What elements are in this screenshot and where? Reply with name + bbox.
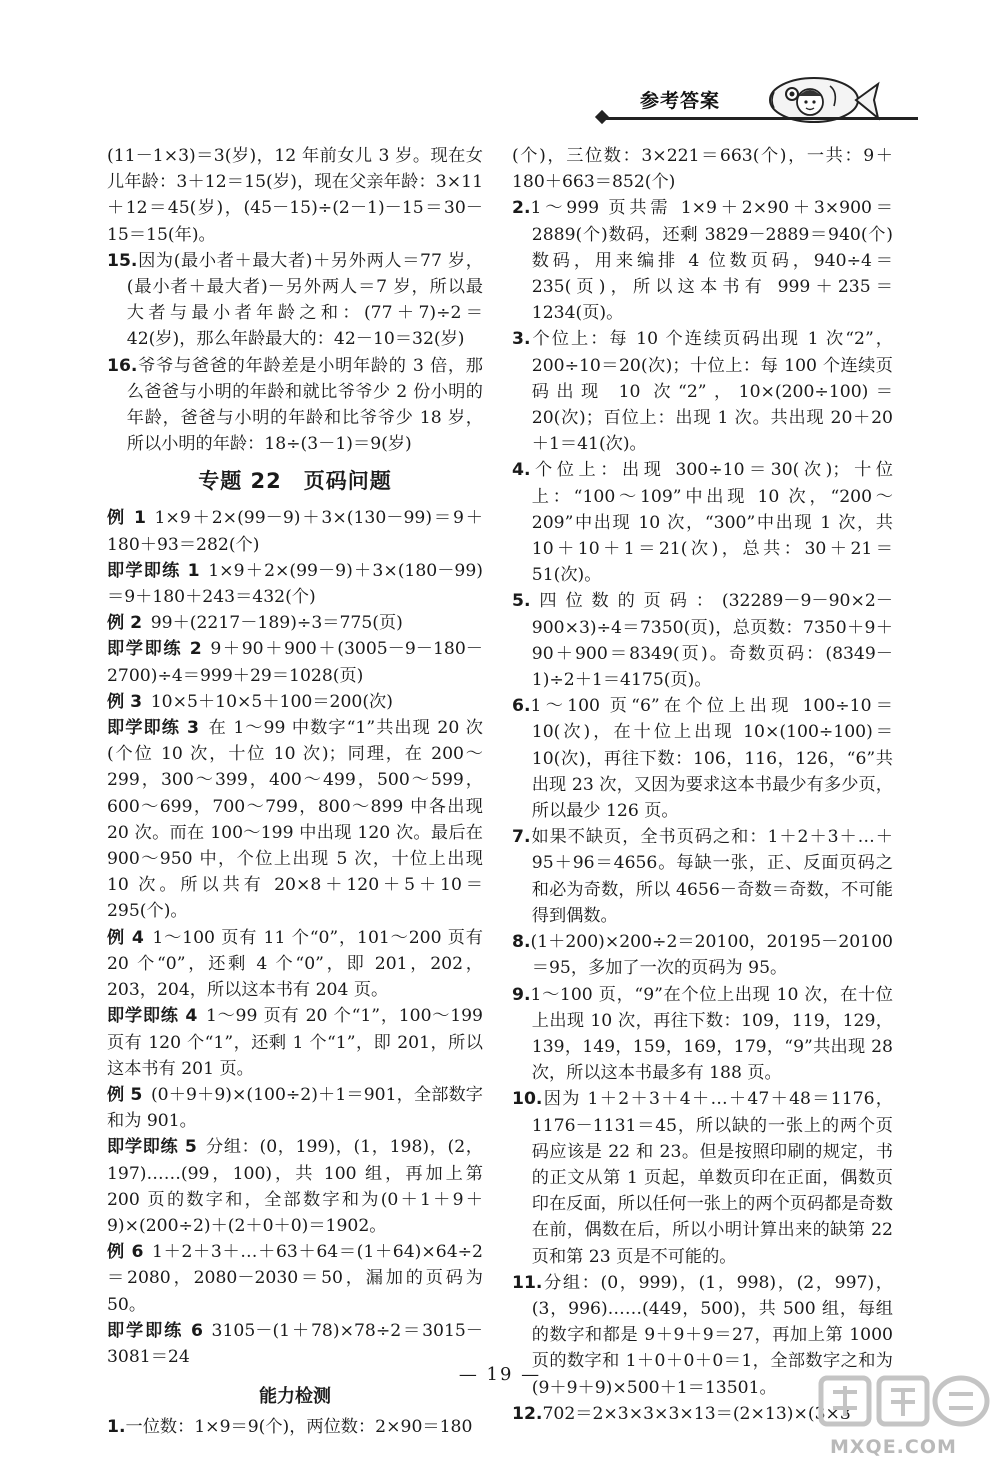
example-label: 例 1: [107, 508, 146, 529]
practice-text: 分组：(0，199)，(1，198)，(2，197)……(99，100)，共 100 组，再加上第 200 页的数字和，全部数字和为(0＋1＋9＋9)×(200÷2)＋(2＋0＋0)＝1902。: [107, 1137, 483, 1236]
practice-label: 即学即练 4: [107, 1006, 198, 1027]
answer-4: [512, 457, 893, 588]
answer-text: 1～100 页，“9”在个位上出现 10 次，在十位上出现 10 次，再往下数：109，119，129，139，149，159，169，179，“9”共出现 28 次，所以这本书最多有 188 页。: [530, 984, 893, 1084]
example-text: 1＋2＋3＋…＋63＋64＝(1＋64)×64÷2＝2080，2080－2030＝50，漏加的页码为 50。: [107, 1242, 483, 1315]
practice-label: 即学即练 3: [107, 718, 199, 739]
example-3: [107, 689, 483, 715]
answer-text: 如果不缺页，全书页码之和：1＋2＋3＋…＋95＋96＝4656。每缺一张，正、反面页码之和必为奇数，所以 4656－奇数＝奇数，不可能得到偶数。: [530, 827, 893, 926]
practice-label: 即学即练 6: [107, 1320, 203, 1341]
practice-label: 即学即练 5: [107, 1137, 197, 1158]
practice-text: 在 1～99 中数字“1”共出现 20 次(个位 10 次，十位 10 次)；同理，在 200～299，300～399，400～499，500～599，600～699，700～799，800～899 中各出现 20 次。而在 100～199 中出现 120 次。最后在 900～950 中，个位上出现 5 次，十位上出现 10 次。所以共有 20×8＋120＋5＋10＝295(个)。: [107, 718, 483, 922]
answer-number: 1.: [107, 1417, 126, 1438]
section-title: 专题 22 页码问题: [198, 469, 392, 494]
practice-6: [107, 1318, 483, 1370]
answer-6: [512, 693, 893, 824]
answer-text: 个位上：出现 300÷10＝30(次)；十位上：“100～109”中出现 10 次，“200～209”中出现 10 次，“300”中出现 1 次，共 10＋10＋1＝21(次)，总共：30＋21＝51(次)。: [530, 460, 893, 586]
page-number: — 19 —: [458, 1364, 542, 1385]
header-rule: [600, 117, 918, 120]
answer-number: 2.: [512, 198, 531, 219]
practice-text: 1～99 页有 20 个“1”，100～199 页有 120 个“1”，还剩 1 个“1”，即 201，所以这本书有 201 页。: [107, 1006, 483, 1079]
answer-text: 一位数：1×9＝9(个)，两位数：2×90＝180: [125, 1417, 473, 1438]
answer-1: [107, 1414, 483, 1440]
example-label: 例 5: [107, 1084, 143, 1105]
answer-number: 9.: [512, 984, 531, 1005]
answer-number: 4.: [512, 460, 531, 481]
practice-label: 即学即练 1: [107, 560, 200, 581]
fish-boy-mascot-icon: [752, 62, 882, 132]
answer-number: 10.: [512, 1089, 543, 1110]
answer-5: [512, 588, 893, 693]
answer-15: [107, 248, 483, 353]
answer-text: (1＋200)×200÷2＝20100，20195－20100＝95，多加了一次的页码为 95。: [530, 932, 893, 979]
answer-number: 5.: [512, 591, 531, 612]
example-4: [107, 925, 483, 1004]
answer-text: 702＝2×3×3×3×13＝(2×13)×(3×3: [542, 1403, 851, 1424]
example-1: [107, 505, 483, 557]
example-text: (0＋9＋9)×(100÷2)＋1＝901，全部数字和为 901。: [107, 1084, 483, 1132]
example-text: 99＋(2217－189)÷3＝775(页): [150, 613, 403, 634]
practice-text: 3105－(1＋78)×78÷2＝3015－3081＝24: [107, 1320, 483, 1367]
answer-number: 12.: [512, 1403, 543, 1424]
practice-text: 1×9＋2×(99－9)＋3×(180－99)＝9＋180＋243＝432(个): [107, 560, 483, 608]
answer-number: 11.: [512, 1272, 543, 1293]
continued-answer: (个)，三位数：3×221＝663(个)，一共：9＋180＋663＝852(个): [512, 146, 893, 193]
header-title: 参考答案: [640, 90, 721, 112]
answer-number: 6.: [512, 696, 531, 717]
example-6: [107, 1239, 483, 1318]
answer-number: 16.: [107, 355, 138, 376]
answer-10: [512, 1086, 893, 1269]
subsection-title: 能力检测: [259, 1386, 331, 1408]
example-5: [107, 1082, 483, 1134]
practice-1: [107, 558, 483, 610]
answer-text: 四位数的页码：(32289－9－90×2－900×3)÷4＝7350(页)，总页数：7350＋9＋90＋900＝8349(页)。奇数页码：(8349－1)÷2＋1＝4175(页)。: [530, 591, 893, 691]
practice-5: [107, 1134, 483, 1239]
watermark-text: MXQE.COM: [830, 1436, 957, 1458]
answer-number: 3.: [512, 329, 531, 350]
answer-text: 1～100 页“6”在个位上出现 100÷10＝10(次)，在十位上出现 10×(100÷100)＝10(次)，再往下数：106，116，126，“6”共出现 23 次，又因为要求这本书最少有多少页，所以最少 126 页。: [530, 696, 893, 822]
practice-label: 即学即练 2: [107, 639, 202, 660]
answer-text: 个位上：每 10 个连续页码出现 1 次“2”，200÷10＝20(次)；十位上：每 100 个连续页码出现 10 次“2”，10×(200÷100)＝20(次)；百位上：出现 1 次。共出现 20＋20＋1＝41(次)。: [530, 329, 893, 455]
answer-text: 因为(最小者＋最大者)＋另外两人＝77 岁，(最小者＋最大者)－另外两人＝7 岁，所以最大者与最小者年龄之和：(77＋7)÷2＝42(岁)，那么年龄最大的：42－10＝32(岁): [126, 250, 483, 350]
page-header: [0, 0, 1000, 140]
example-2: [107, 610, 483, 636]
example-label: 例 4: [107, 927, 144, 948]
answer-number: 8.: [512, 932, 531, 953]
answer-number: 15.: [107, 250, 138, 271]
example-label: 例 6: [107, 1242, 144, 1263]
practice-2: [107, 636, 483, 688]
answer-9: [512, 982, 893, 1087]
right-column: [512, 143, 893, 1427]
example-label: 例 3: [107, 691, 143, 712]
answer-2: [512, 195, 893, 326]
answer-16: [107, 353, 483, 458]
answer-number: 7.: [512, 827, 531, 848]
example-text: 1～100 页有 11 个“0”，101～200 页有 20 个“0”，还剩 4 个“0”，即 201，202，203，204，所以这本书有 204 页。: [107, 927, 483, 1001]
left-column: [107, 143, 483, 1440]
answer-text: 1～999 页共需 1×9＋2×90＋3×900＝2889(个)数码，还剩 3829－2889＝940(个)数码，用来编排 4 位数页码，940÷4＝235(页)，所以这本书有 999＋235＝1234(页)。: [530, 198, 893, 324]
answer-3: [512, 326, 893, 457]
example-text: 10×5＋10×5＋100＝200(次): [150, 691, 393, 712]
answer-7: [512, 824, 893, 929]
answer-text: 分组：(0，999)，(1，998)，(2，997)，(3，996)……(449，500)，共 500 组，每组的数字和都是 9＋9＋9＝27，再加上第 1000 页的数字和 1＋0＋0＋0＝1，全部数字之和为(9＋9＋9)×500＋1＝13501。: [531, 1272, 893, 1398]
example-label: 例 2: [107, 613, 143, 634]
practice-3: [107, 715, 483, 925]
practice-4: [107, 1003, 483, 1082]
practice-text: 9＋90＋900＋(3005－9－180－2700)÷4＝999＋29＝1028(页): [107, 639, 483, 686]
answer-8: [512, 929, 893, 981]
continued-answer: (11－1×3)＝3(岁)，12 年前女儿 3 岁。现在女儿年龄：3＋12＝15(岁)，现在父亲年龄：3×11＋12＝45(岁)，(45－15)÷(2－1)－15＝30－15＝15(年)。: [107, 146, 483, 245]
example-text: 1×9＋2×(99－9)＋3×(130－99)＝9＋180＋93＝282(个): [107, 508, 483, 555]
answer-text: 因为 1＋2＋3＋4＋…＋47＋48＝1176，1176－1131＝45，所以缺的一张上的两个页码应该是 22 和 23。但是按照印刷的规定，书的正文从第 1 页起，单数页印在正面，偶数页印在反面，所以任何一张上的两个页码都是奇数在前，偶数在后，所以小明计算出来的缺第 22 页和第 23 页是不可能的。: [531, 1089, 893, 1267]
answer-text: 爷爷与爸爸的年龄差是小明年龄的 3 倍，那么爸爸与小明的年龄和就比爷爷少 2 份小明的年龄，爸爸与小明的年龄和比爷爷少 18 岁，所以小明的年龄：18÷(3－1)＝9(岁): [126, 355, 483, 455]
